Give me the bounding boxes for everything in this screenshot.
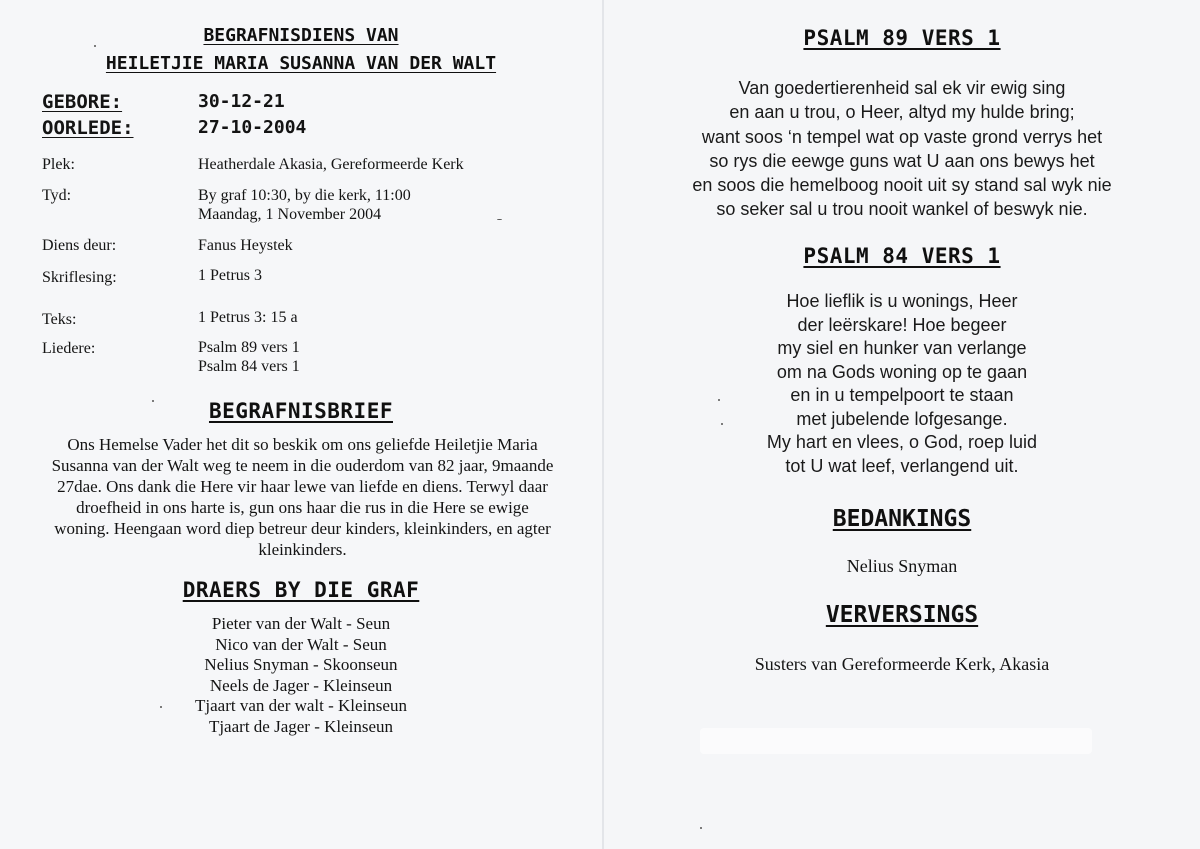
verse-line: so rys die eewge guns wat U aan ons bewys het [709, 150, 1095, 171]
song-1: Psalm 89 vers 1 [198, 339, 300, 356]
time-value: By graf 10:30, by die kerk, 11:00 [198, 187, 411, 204]
paper-speck [94, 45, 96, 47]
obituary-line: Ons Hemelse Vader het dit so beskik om ons geliefde Heiletjie Maria [67, 435, 538, 454]
scripture-value: 1 Petrus 3 [198, 267, 262, 284]
bearers-list [0, 614, 602, 738]
psalm89-verse [604, 76, 1200, 222]
psalm89-heading: PSALM 89 VERS 1 [803, 26, 1001, 50]
paper-speck [718, 399, 720, 401]
died-label: OORLEDE: [42, 117, 134, 139]
list-item: Tjaart van der walt - Kleinseun [195, 696, 407, 716]
paper-smudge [700, 728, 1092, 754]
verse-line: Van goedertierenheid sal ek vir ewig sing [738, 78, 1066, 98]
verse-line: en aan u trou, o Heer, altyd my hulde bring; [729, 102, 1075, 123]
deceased-name: HEILETJIE MARIA SUSANNA VAN DER WALT [105, 53, 497, 74]
born-value: 30-12-21 [198, 91, 285, 112]
songs-label: Liedere: [42, 340, 96, 357]
bearers-heading: DRAERS BY DIE GRAF [182, 578, 420, 602]
list-item: Pieter van der Walt - Seun [211, 614, 391, 633]
text-label: Teks: [42, 311, 77, 328]
verse-line: tot U wat leef, verlangend uit. [785, 455, 1019, 476]
service-title: BEGRAFNISDIENS VAN [203, 25, 399, 46]
list-item: Tjaart de Jager - Kleinseun [208, 716, 394, 736]
thanks-name: Nelius Snyman [846, 556, 958, 576]
obituary-line: droefheid in ons harte is, gun ons haar die rus in die Here se ewige [76, 498, 529, 517]
thanks-heading: BEDANKINGS [832, 506, 972, 532]
list-item: Nico van der Walt - Seun [215, 634, 387, 654]
list-item: Neels de Jager - Kleinseun [209, 675, 393, 695]
verse-line: met jubelende lofgesange. [796, 408, 1008, 429]
obituary-line: 27dae. Ons dank die Here vir haar lewe van liefde en diens. Terwyl daar [57, 477, 548, 496]
verse-line: so seker sal u trou nooit wankel of beswyk nie. [716, 199, 1088, 220]
place-value: Heatherdale Akasia, Gereformeerde Kerk [198, 156, 464, 173]
obituary-line: Susanna van der Walt weg te neem in die ouderdom van 82 jaar, 9maande [51, 456, 554, 475]
scripture-label: Skriflesing: [42, 269, 117, 286]
paper-speck [497, 219, 502, 220]
obituary-line: kleinkinders. [258, 540, 347, 559]
right-page [604, 0, 1200, 849]
paper-speck [152, 400, 154, 402]
officiant-label: Diens deur: [42, 237, 117, 254]
verse-line: My hart en vlees, o God, roep luid [766, 432, 1038, 452]
verse-line: en soos die hemelboog nooit uit sy stand sal wyk nie [692, 175, 1112, 196]
verse-line: en in u tempelpoort te staan [790, 385, 1014, 405]
text-value: 1 Petrus 3: 15 a [198, 309, 298, 326]
obituary-text [30, 434, 575, 560]
paper-speck [700, 827, 702, 829]
verse-line: my siel en hunker van verlange [777, 338, 1027, 358]
refreshments-text: Susters van Gereformeerde Kerk, Akasia [754, 654, 1050, 674]
song-2: Psalm 84 vers 1 [198, 358, 300, 375]
officiant-value: Fanus Heystek [198, 237, 293, 254]
died-value: 27-10-2004 [198, 117, 307, 138]
verse-line: want soos ‘n tempel wat op vaste grond verrys het [701, 126, 1103, 147]
verse-line: Hoe lieflik is u wonings, Heer [786, 291, 1018, 311]
obituary-heading: BEGRAFNISBRIEF [208, 399, 393, 423]
psalm84-verse [604, 290, 1200, 478]
born-label: GEBORE: [42, 91, 123, 113]
obituary-line: woning. Heengaan word diep betreur deur kinders, kleinkinders, en agter [54, 519, 551, 538]
time-label: Tyd: [42, 187, 72, 204]
verse-line: om na Gods woning op te gaan [776, 361, 1028, 382]
refreshments-heading: VERVERSINGS [825, 602, 979, 628]
paper-speck [721, 423, 723, 425]
place-label: Plek: [42, 156, 75, 173]
paper-speck [160, 706, 162, 708]
list-item: Nelius Snyman - Skoonseun [204, 655, 398, 675]
verse-line: der leërskare! Hoe begeer [797, 314, 1007, 335]
date-value: Maandag, 1 November 2004 [198, 206, 382, 223]
psalm84-heading: PSALM 84 VERS 1 [803, 244, 1001, 268]
